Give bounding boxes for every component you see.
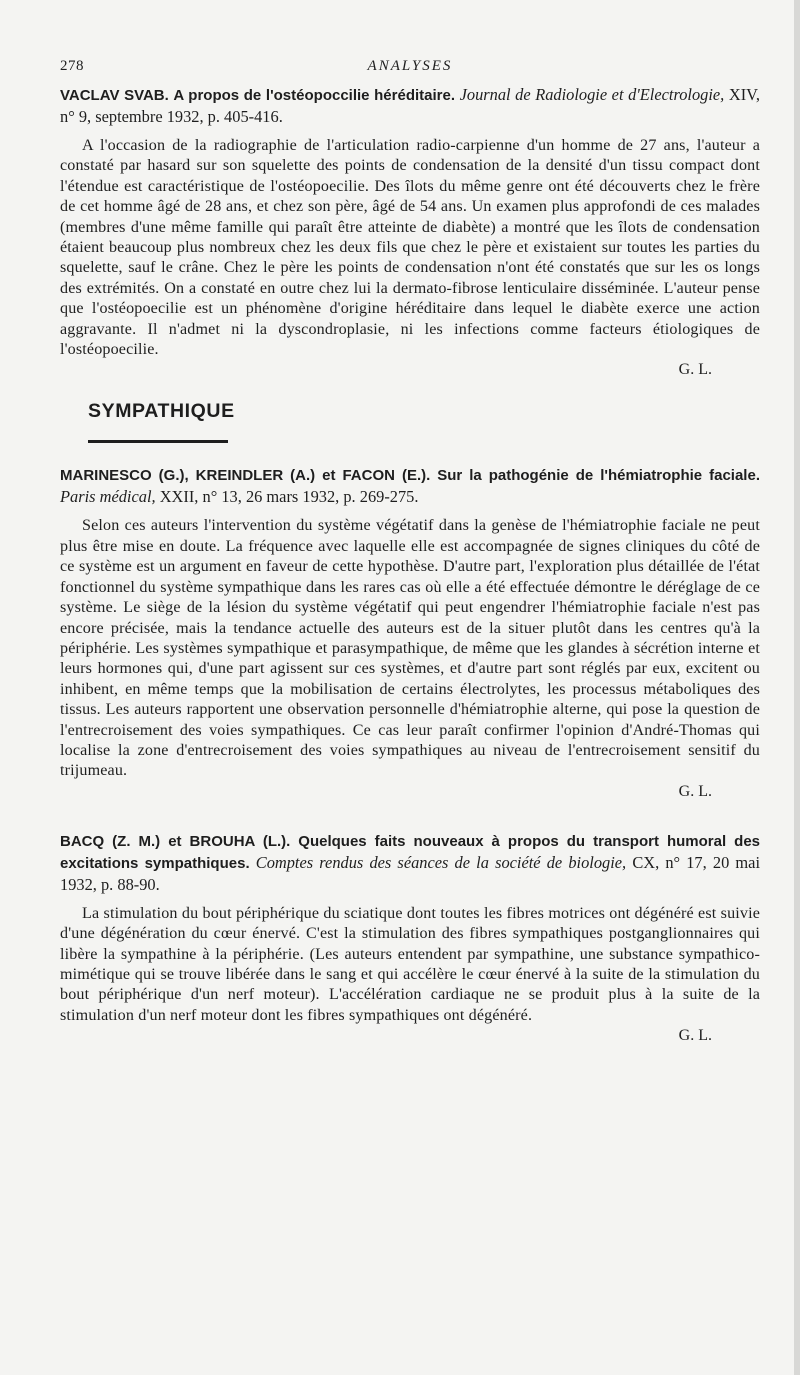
page-number: 278 [60,58,84,74]
article-authors: VACLAV SVAB. [60,87,169,104]
article-title: Quelques faits nouveaux à propos du transport humoral des excitations sympathiques. [60,832,760,872]
article-source: Journal de Radiologie et d'Electrologie, [459,85,725,104]
article-details: XXII, n° 13, 26 mars 1932, p. 269-275. [159,487,419,507]
article-heading [60,464,760,507]
review-article [60,84,760,380]
page-edge [794,0,800,1375]
article-signature: G. L. [678,1027,712,1045]
article-title: Sur la pathogénie de l'hémiatrophie faciale. [437,467,760,485]
article-source: Comptes rendus des séances de la société de biologie, [255,852,627,872]
article-title: A propos de l'ostéopoccilie héréditaire. [173,87,456,104]
article-authors: MARINESCO (G.), KREINDLER (A.) et FACON (E.). [60,467,431,485]
article-signature: G. L. [678,782,712,800]
article-signature: G. L. [678,361,712,379]
page [60,58,760,1046]
section-rule [88,440,228,443]
article-source: Paris médical, [60,487,156,507]
section-title: SYMPATHIQUE [88,400,235,423]
article-body: A l'occasion de la radiographie de l'articulation radio-carpienne d'un homme de 27 ans, l'auteur a constaté par hasard sur son squelette des points de condensation de la densité d'un tissu compact dont l'étendue est caractéristique de l'ostéopoecilie. Des îlots du même genre ont été découverts chez le frère de cet homme âgé de 28 ans, et chez son père, âgé de 54 ans. Un examen plus approfondi de ces malades (membres d'une même famille qui paraît être atteinte de diabète) a montré que les îlots de condensation étaient beaucoup plus nombreux chez les deux fils que chez le père et existaient sur toutes les parties du squelette, sauf le crâne. Chez le père les points de condensation n'ont été constatés que sur les os longs des extrémités. On a constaté en outre chez lui la dermato-fibrose lenticulaire disséminée. L'auteur pense que l'ostéopoecilie est un phénomène d'origine héréditaire dans lequel le diabète exerce une action aggravante. Il n'admet ni la dyscondroplasie, ni les infections comme facteurs étiologiques de l'ostéopoecilie. [60,137,760,359]
article-authors: BACQ (Z. M.) et BROUHA (L.). [60,832,291,850]
running-head [60,58,760,84]
article-heading [60,830,760,895]
article-heading [60,84,760,127]
review-article [60,830,760,1046]
article-body: La stimulation du bout périphérique du sciatique dont toutes les fibres motrices ont dégénéré est suivie d'une dégénération du cœur énervé. C'est la stimulation des fibres sympathiques postganglionnaires qui libère la sympathine à la périphérie. (Les auteurs entendent par sympathine, une substance sympathico-mimétique qui se trouve libérée dans le sang et qui accélère le cœur énervé à la suite de la stimulation du bout périphérique d'un nerf moteur). L'accélération cardiaque ne se produit plus à la suite de la stimulation d'un nerf moteur dont les fibres sympathiques ont dégénéré. [60,904,760,1024]
article-body: Selon ces auteurs l'intervention du système végétatif dans la genèse de l'hémiatrophie faciale ne peut plus être mise en doute. La fréquence avec laquelle elle est accompagnée de signes cliniques du côté de ce système est un argument en faveur de cette hypothèse. D'autre part, l'exploration plus détaillée de l'état fonctionnel du système sympathique dans les rares cas où elle a été effectuée démontre le déréglage de ce système. Le siège de la lésion du système végétatif qui peut engendrer l'hémiatrophie faciale n'est pas encore précisée, mais la tendance actuelle des auteurs est de la situer plutôt dans les centres qu'à la périphérie. Les systèmes sympathique et parasympathique, de même que les glandes à sécrétion interne et leurs hormones qui, d'une part agissent sur ces systèmes, et d'autre part sont réglés par eux, excitent ou inhibent, en même temps que la mobilisation de certains électrolytes, les processus métaboliques des tissus. Les auteurs rapportent une observation personnelle d'hémiatrophie alterne, qui pose la question de l'entrecroisement des voies sympathiques. Ce cas leur paraît confirmer l'opinion d'André-Thomas qui localise la zone d'entrecroisement des voies sympathiques au niveau de l'entrecroisement sensitif du trijumeau. [60,517,760,780]
running-title: ANALYSES [367,58,453,74]
article-details: XIV, n° 9, septembre 1932, p. 405-416. [60,85,760,126]
review-article [60,464,760,801]
article-details: CX, n° 17, 20 mai 1932, p. 88-90. [60,852,760,894]
